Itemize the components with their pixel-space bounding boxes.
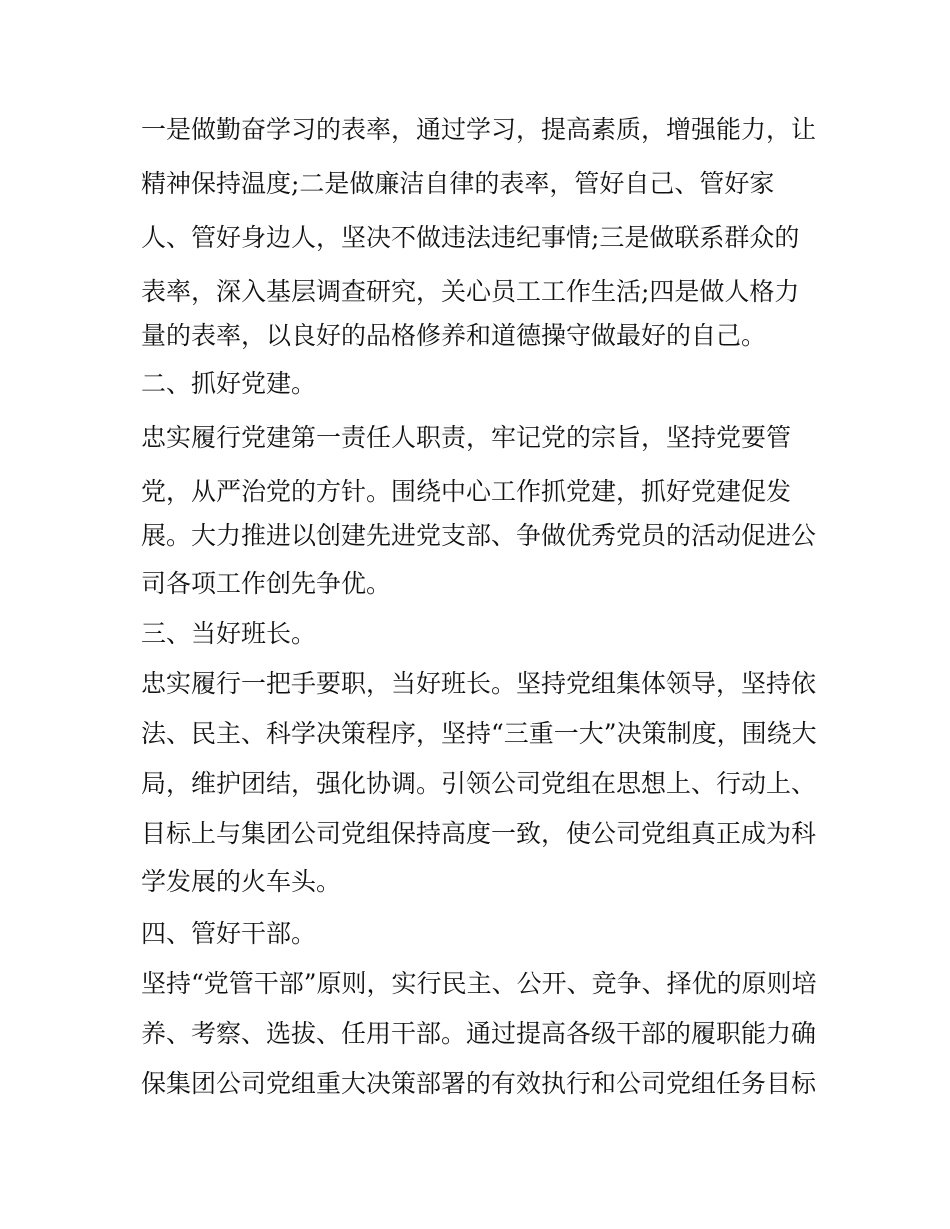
paragraph-line: 忠实履行一把手要职，当好班长。坚持党组集体领导，坚持依: [141, 669, 817, 698]
section-heading: 三、当好班长。: [141, 619, 317, 648]
paragraph-line: 司各项工作创先争优。: [141, 569, 392, 598]
paragraph-line: 目标上与集团公司党组保持高度一致，使公司党组真正成为科: [141, 819, 817, 848]
paragraph-line: 坚持“党管干部”原则，实行民主、公开、竞争、择优的原则培: [141, 969, 817, 998]
section-heading: 四、管好干部。: [141, 919, 317, 948]
paragraph-line: 养、考察、选拔、任用干部。通过提高各级干部的履职能力确: [141, 1019, 817, 1048]
paragraph-line: 精神保持温度;二是做廉洁自律的表率，管好自己、管好家: [141, 169, 775, 198]
paragraph-line: 一是做勤奋学习的表率，通过学习，提高素质，增强能力，让: [141, 115, 817, 144]
paragraph-line: 保集团公司党组重大决策部署的有效执行和公司党组任务目标: [141, 1069, 817, 1098]
paragraph-line: 学发展的火车头。: [141, 867, 342, 896]
paragraph-line: 表率，深入基层调查研究，关心员工工作生活;四是做人格力: [141, 277, 800, 306]
paragraph-line: 党，从严治党的方针。围绕中心工作抓党建，抓好党建促发: [141, 477, 792, 506]
paragraph-line: 人、管好身边人，坚决不做违法违纪事情;三是做联系群众的: [141, 223, 800, 252]
paragraph-line: 局，维护团结，强化协调。引领公司党组在思想上、行动上、: [141, 769, 817, 798]
paragraph-line: 展。大力推进以创建先进党支部、争做优秀党员的活动促进公: [141, 521, 817, 550]
paragraph-line: 量的表率，以良好的品格修养和道德操守做最好的自己。: [141, 321, 767, 350]
paragraph-line: 忠实履行党建第一责任人职责，牢记党的宗旨，坚持党要管: [141, 423, 792, 452]
paragraph-line: 法、民主、科学决策程序，坚持“三重一大”决策制度，围绕大: [141, 719, 817, 748]
section-heading: 二、抓好党建。: [141, 369, 317, 398]
